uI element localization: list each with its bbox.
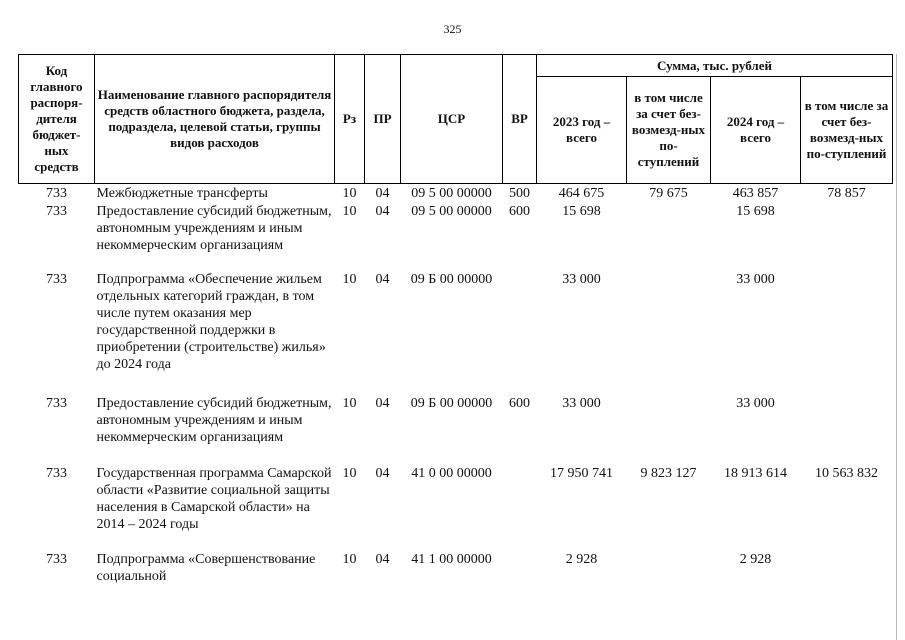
header-vr: ВР <box>503 55 537 184</box>
header-csr: ЦСР <box>401 55 503 184</box>
cell-csr: 09 5 00 00000 <box>411 186 492 201</box>
cell-pr: 04 <box>375 551 390 567</box>
cell-name: Предоставление субсидий бюджетным, автономным учреждениям и иным некоммерческим организациям <box>96 395 332 445</box>
cell-name: Предоставление субсидий бюджетным, автономным учреждениям и иным некоммерческим организациям <box>96 203 332 253</box>
header-2024-total: 2024 год – всего <box>711 77 801 184</box>
cell-vr: 600 <box>509 203 530 219</box>
cell-rz: 10 <box>342 203 357 219</box>
cell-name: Подпрограмма «Совершенствование социальной <box>96 551 316 584</box>
header-rz: Рз <box>335 55 365 184</box>
cell-csr: 09 5 00 00000 <box>411 203 492 219</box>
cell-name: Государственная программа Самарской области «Развитие социальной защиты населения в Самарской области» на 2014 – 2024 годы <box>96 465 332 532</box>
cell-2023-free <box>627 271 711 395</box>
cell-pr: 04 <box>375 186 390 201</box>
cell-rz: 10 <box>342 395 357 411</box>
header-2023-total: 2023 год – всего <box>537 77 627 184</box>
cell-2024-free: 10 563 832 <box>815 465 878 481</box>
table-row <box>19 203 893 271</box>
cell-2023-free <box>627 395 711 465</box>
cell-csr: 09 Б 00 00000 <box>410 271 493 287</box>
cell-2024-free: 78 857 <box>827 186 866 201</box>
cell-2023-total: 33 000 <box>562 271 601 287</box>
cell-rz: 10 <box>342 186 357 201</box>
page-number: 325 <box>443 22 462 36</box>
cell-name: Межбюджетные трансферты <box>96 186 268 201</box>
cell-2023-free: 79 675 <box>649 186 688 201</box>
cell-pr: 04 <box>375 203 390 219</box>
cell-vr: 600 <box>509 395 530 411</box>
cell-2024-free <box>801 271 893 395</box>
header-pr: ПР <box>365 55 401 184</box>
header-row-top <box>19 55 893 77</box>
budget-table <box>18 54 893 587</box>
cell-vr <box>503 465 537 551</box>
cell-csr: 09 Б 00 00000 <box>410 395 493 411</box>
cell-2024-free <box>801 551 893 587</box>
cell-2023-total: 2 928 <box>565 551 598 567</box>
cell-2024-total: 33 000 <box>736 271 775 287</box>
cell-2024-total: 463 857 <box>732 186 779 201</box>
cell-vr: 500 <box>509 186 530 201</box>
cell-2024-free <box>801 395 893 465</box>
cell-2023-free: 9 823 127 <box>640 465 697 481</box>
header-sum-group: Сумма, тыс. рублей <box>537 55 893 77</box>
cell-2024-total: 2 928 <box>739 551 772 567</box>
cell-code: 733 <box>46 186 67 201</box>
cell-pr: 04 <box>375 271 390 287</box>
header-name: Наименование главного распорядителя средств областного бюджета, раздела, подраздела, целевой статьи, группы видов расходов <box>95 55 335 184</box>
cell-2023-total: 17 950 741 <box>550 465 613 481</box>
cell-2023-total: 33 000 <box>562 395 601 411</box>
cell-rz: 10 <box>342 271 357 287</box>
cell-2023-total: 15 698 <box>562 203 601 219</box>
table-row <box>19 465 893 551</box>
cell-2024-total: 33 000 <box>736 395 775 411</box>
table-row <box>19 551 893 587</box>
cell-pr: 04 <box>375 465 390 481</box>
table-row <box>19 271 893 395</box>
cell-csr: 41 0 00 00000 <box>411 465 492 481</box>
cell-rz: 10 <box>342 465 357 481</box>
cell-2024-total: 15 698 <box>736 203 775 219</box>
cell-2024-total: 18 913 614 <box>724 465 787 481</box>
table-row <box>19 395 893 465</box>
cell-2023-total: 464 675 <box>558 186 605 201</box>
header-2024-free: в том числе за счет без-возмезд-ных по-ступлений <box>801 77 893 184</box>
cell-code: 733 <box>46 203 67 219</box>
cell-csr: 41 1 00 00000 <box>411 551 492 567</box>
header-2023-free: в том числе за счет без-возмезд-ных по-ступлений <box>627 77 711 184</box>
cell-code: 733 <box>46 551 67 567</box>
cell-2023-free <box>627 203 711 271</box>
table-row <box>19 184 893 203</box>
cell-name: Подпрограмма «Обеспечение жильем отдельных категорий граждан, в том числе путем оказания мер государственной поддержки в приобретении (строительстве) жилья» до 2024 года <box>96 271 326 372</box>
cell-2023-free <box>627 551 711 587</box>
cell-code: 733 <box>46 465 67 481</box>
page-edge-line <box>896 54 897 640</box>
cell-vr <box>503 271 537 395</box>
cell-2024-free <box>801 203 893 271</box>
cell-vr <box>503 551 537 587</box>
cell-code: 733 <box>46 271 67 287</box>
cell-rz: 10 <box>342 551 357 567</box>
header-code: Код главного распоря-дителя бюджет-ных средств <box>19 55 95 184</box>
cell-pr: 04 <box>375 395 390 411</box>
cell-code: 733 <box>46 395 67 411</box>
